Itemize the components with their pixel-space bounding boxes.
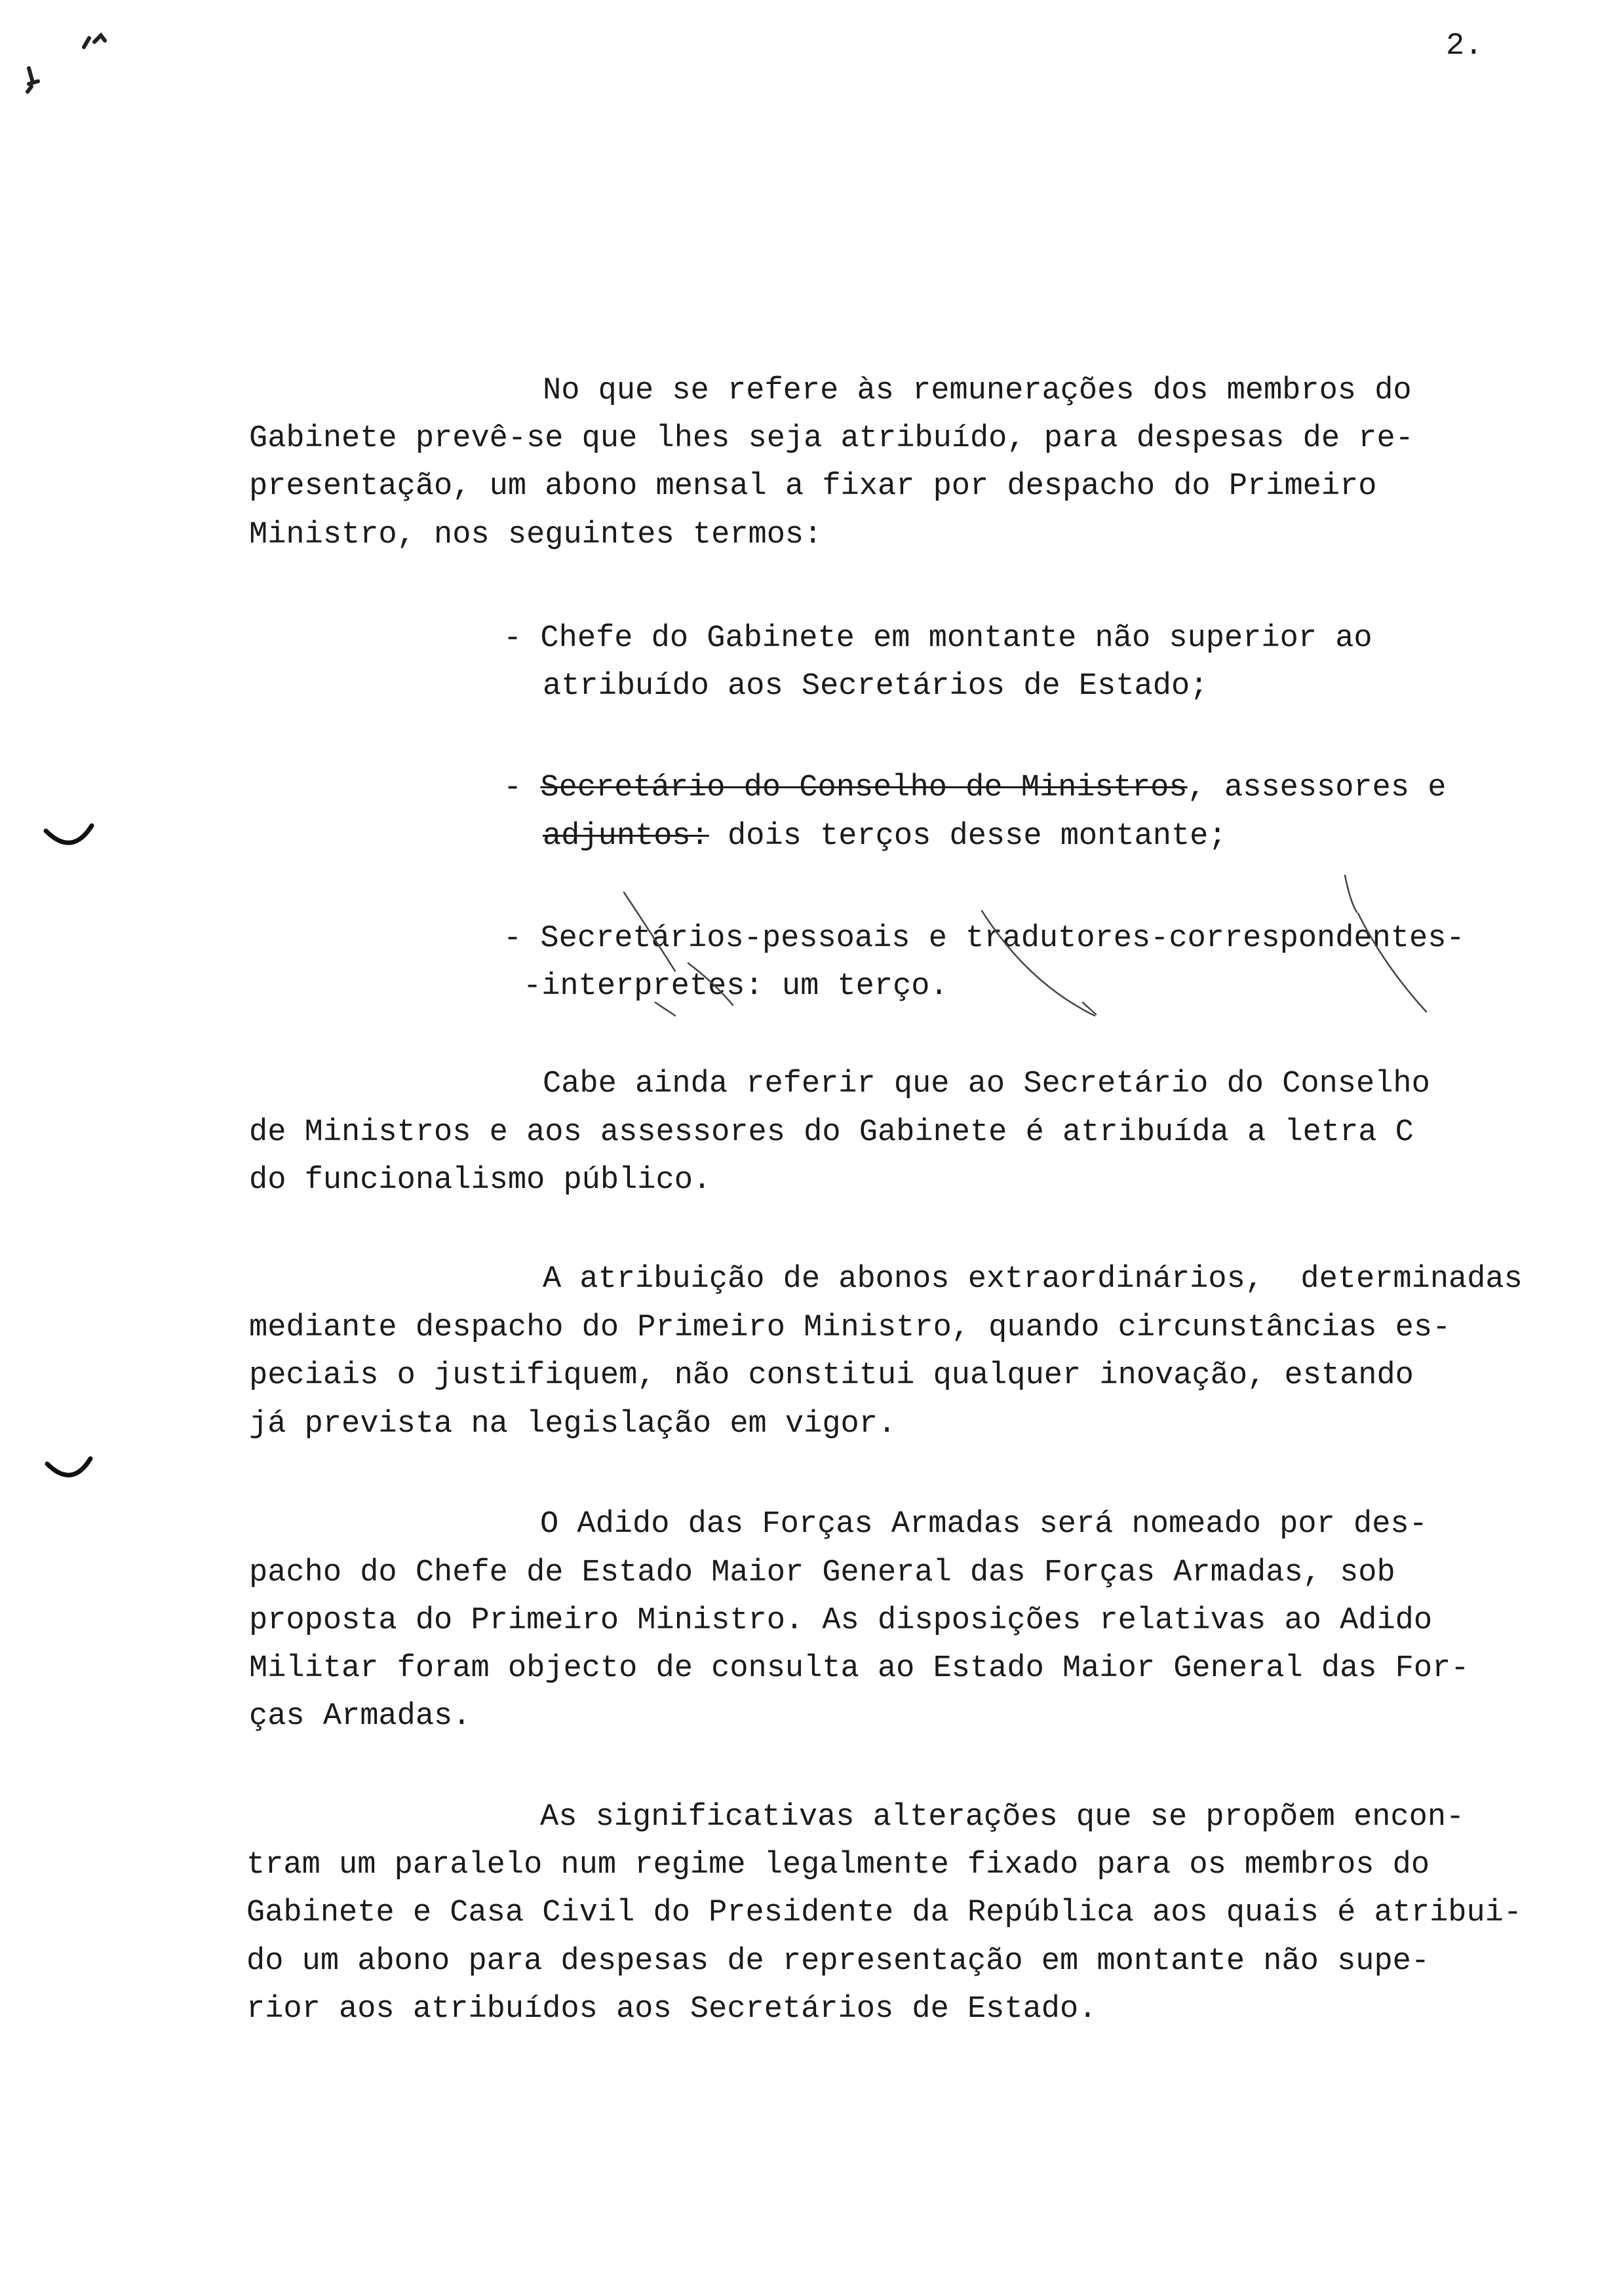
text-line: A atribuição de abonos extraordinários, determinadas	[543, 1262, 1523, 1297]
text-line: presentação, um abono mensal a fixar por despacho do Primeiro	[249, 469, 1377, 504]
text-line: - Secretários-pessoais e tradutores-correspondentes-	[503, 921, 1465, 956]
text-line: pacho do Chefe de Estado Maior General das Forças Armadas, sob	[249, 1556, 1395, 1590]
text-line	[503, 764, 1446, 813]
punch-hole-mark	[47, 1459, 90, 1475]
text-line: Ministro, nos seguintes termos:	[249, 518, 823, 552]
text-line: O Adido das Forças Armadas será nomeado por des-	[540, 1507, 1428, 1542]
text-line: As significativas alterações que se propõem encon-	[540, 1800, 1465, 1835]
text-line: Gabinete e Casa Civil do Presidente da República aos quais é atribui-	[246, 1896, 1523, 1930]
text-line: Gabinete prevê-se que lhes seja atribuído, para despesas de re-	[249, 421, 1414, 456]
text-line	[543, 813, 1227, 861]
text-line: Cabe ainda referir que ao Secretário do Conselho	[543, 1067, 1430, 1101]
text-line: Militar foram objecto de consulta ao Estado Maior General das For-	[249, 1651, 1469, 1686]
bullet-dash: -	[503, 771, 541, 805]
text-line: ças Armadas.	[249, 1699, 471, 1734]
text-fragment: dois terços desse montante;	[709, 819, 1227, 854]
handwritten-initials-mark	[28, 35, 105, 92]
text-line: já prevista na legislação em vigor.	[249, 1407, 897, 1442]
text-line: peciais o justifiquem, não constitui qualquer inovação, estando	[249, 1358, 1414, 1393]
text-line: - Chefe do Gabinete em montante não superior ao	[503, 621, 1372, 656]
text-line: mediante despacho do Primeiro Ministro, quando circunstâncias es-	[249, 1311, 1451, 1345]
struck-text: Secretário do Conselho de Ministros	[540, 771, 1188, 805]
text-line: atribuído aos Secretários de Estado;	[543, 669, 1209, 704]
page-number: 2.	[1446, 29, 1483, 64]
text-line: tram um paralelo num regime legalmente fixado para os membros do	[246, 1848, 1430, 1883]
text-line: do um abono para despesas de representação em montante não supe-	[246, 1944, 1430, 1979]
text-line: proposta do Primeiro Ministro. As disposições relativas ao Adido	[249, 1603, 1433, 1638]
struck-text: adjuntos:	[543, 819, 709, 854]
text-fragment: , assessores e	[1187, 771, 1447, 805]
text-line: No que se refere às remunerações dos membros do	[543, 373, 1412, 408]
text-line: -interpretes: um terço.	[523, 969, 948, 1004]
text-line: rior aos atribuídos aos Secretários de Estado.	[246, 1992, 1097, 2027]
text-line: de Ministros e aos assessores do Gabinete é atribuída a letra C	[249, 1115, 1414, 1150]
punch-hole-mark	[46, 826, 92, 843]
text-line: do funcionalismo público.	[249, 1163, 712, 1198]
